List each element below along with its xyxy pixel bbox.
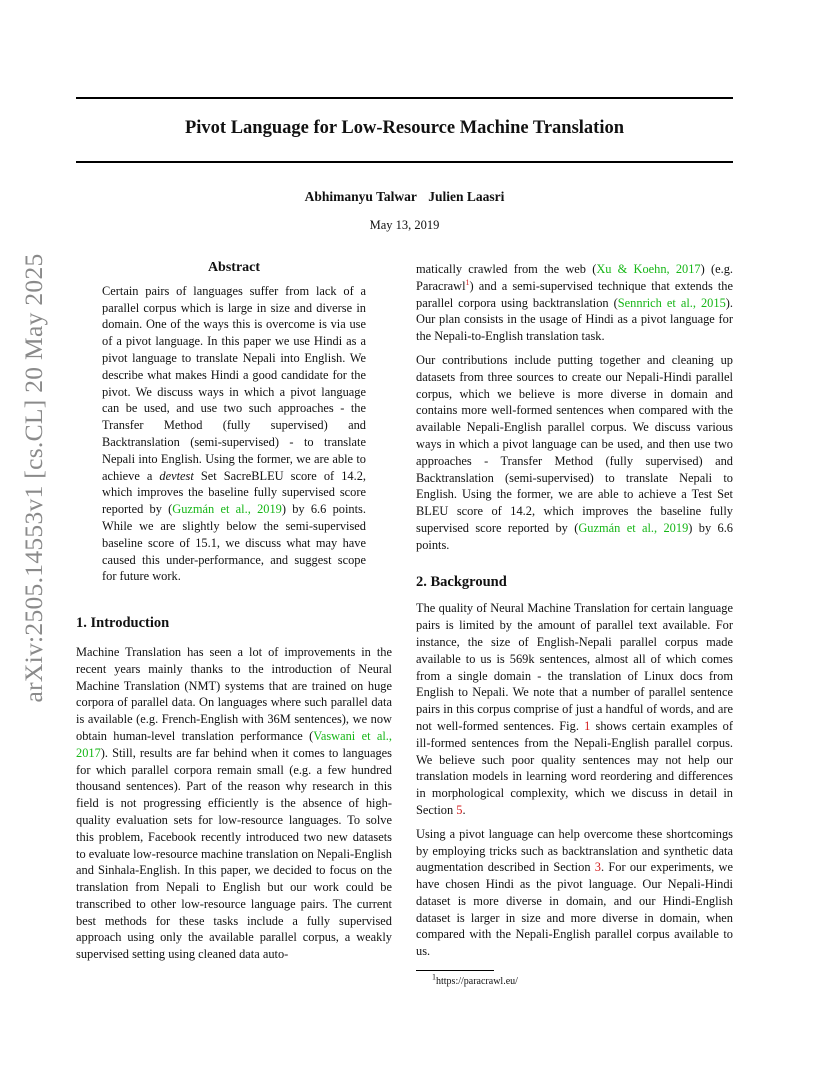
right-column [416,261,733,988]
author-list [76,189,733,205]
footnote-marker[interactable]: 1 [465,277,470,287]
author-name: Julien Laasri [428,189,505,204]
intro-paragraph: Machine Translation has seen a lot of improvements in the recent years mainly thanks to the introduction of Neural Machine Translation (NMT) systems that are trained on huge corpora of parallel data. On languages where such parallel data is available (e.g. French-English with 36M sentences), we now obtain human-level translation performance (Vaswani et al., 2017). Still, results are far behind when it comes to languages for which parallel corpora remain small (e.g. a few hundred thousand sentences). Part of the reason why research in this field is not progressing efficiently is the absence of high-quality evaluation sets for low-resource languages. To solve this problem, Facebook recently introduced two new datasets to evaluate low-resource machine translation on Nepali-English and Sinhala-English. In this paper, we decided to focus on the translation from Nepali to English but our work could be transcribed to other low-resource language pairs. The current best methods for these tasks include a fully supervised approach using only the available parallel corpus, a weakly supervised setting using cleaned data auto- [76,644,392,962]
abstract-text: Certain pairs of languages suffer from lack of a parallel corpus which is large in size and diverse in domain. One of the ways this is overcome is via use of a pivot language. In this paper we use Hindi as a pivot language to translate Nepali into English. We describe what makes Hindi a good candidate for the pivot. We discuss ways in which a pivot language can be used, and use two such approaches - the Transfer Method (fully supervised) and Backtranslation (semi-supervised) - to translate Nepali into English. Using the former, we are able to achieve a devtest Set SacreBLEU score of 14.2, which improves the baseline fully supervised score reported by (Guzmán et al., 2019) by 6.6 points. While we are slightly below the semi-supervised baseline score of 15.1, we discuss what may have caused this under-performance, and suggest scope for future work. [102,283,366,584]
abstract-heading: Abstract [207,260,261,275]
footnote-number: 1 [432,972,436,982]
intro-paragraph-continued: matically crawled from the web (Xu & Koehn, 2017) (e.g. Paracrawl$^1$) and a semi-supervised technique that extends the parallel corpora using backtranslation (Sennrich et al., 2015). Our plan consists in the usage of Hindi as a pivot language for the Nepali-to-English translation task. [416,262,734,344]
title-rule-bottom [76,161,733,163]
figure-reference-link[interactable]: 1 [584,718,591,733]
arxiv-stamp: arXiv:2505.14553v1 [cs.CL] 20 May 2025 [19,253,48,703]
section-heading-introduction: 1. Introduction [76,615,170,632]
author-name: Abhimanyu Talwar [304,189,417,204]
section-reference-link[interactable]: 3 [594,860,601,875]
title-rule-top [76,97,733,99]
footnote [416,972,733,988]
paper-title: Pivot Language for Low-Resource Machine Translation [184,118,625,138]
citation-link[interactable]: Guzmán et al., 2019 [578,520,689,535]
citation-link[interactable]: Xu & Koehn, 2017 [596,262,701,276]
section-reference-link[interactable]: 5 [456,802,463,817]
background-paragraph: The quality of Neural Machine Translation for certain language pairs is limited by the amount of parallel text available. For instance, the size of English-Nepali parallel corpus made available to us is 569k sentences, almost all of which comes from a single domain - the translation of Linux docs from English to Nepali. We note that a number of parallel sentence pairs in this corpus comprise of just a handful of words, and are not well-formed sentences. Fig. 1 shows certain examples of ill-formed sentences from the Nepali-English parallel corpus. We believe such poor quality sentences may not help our translation models in learning word reordering and differences in morphological complexity, which we discuss in detail in Section 5. [416,601,733,817]
footnote-rule [416,970,494,971]
left-column [76,260,392,963]
paper-date: May 13, 2019 [369,218,440,232]
citation-link[interactable]: Guzmán et al., 2019 [172,502,282,517]
background-paragraph: Using a pivot language can help overcome these shortcomings by employing tricks such as backtranslation and synthetic data augmentation described in Section 3. For our experiments, we have chosen Hindi as the pivot language. Our Nepali-Hindi dataset is more diverse in domain, and our Hindi-English dataset is larger in size and more diverse in domain, when compared with the Nepali-English parallel corpus available to us. [416,826,733,959]
contributions-paragraph: Our contributions include putting together and cleaning up datasets from three sources to create our Nepali-Hindi parallel corpus, which we believe is more diverse in domain and contains more well-formed sentences when compared with the available Nepali-English parallel corpus. We discuss various ways in which a pivot language can be used, and then use two approaches - Transfer Method (fully supervised) and Backtranslation (semi-supervised) to translate Nepali to English. Using the former, we are able to achieve a Test Set BLEU score of 14.2, which improves the baseline fully supervised score reported by (Guzmán et al., 2019) by 6.6 points. [416,352,733,552]
footnote-url[interactable]: https://paracrawl.eu/ [436,976,518,988]
citation-link[interactable]: Sennrich et al., 2015 [617,295,726,310]
section-heading-background: 2. Background [416,573,507,590]
citation-link[interactable]: Vaswani et al., 2017 [76,728,392,760]
